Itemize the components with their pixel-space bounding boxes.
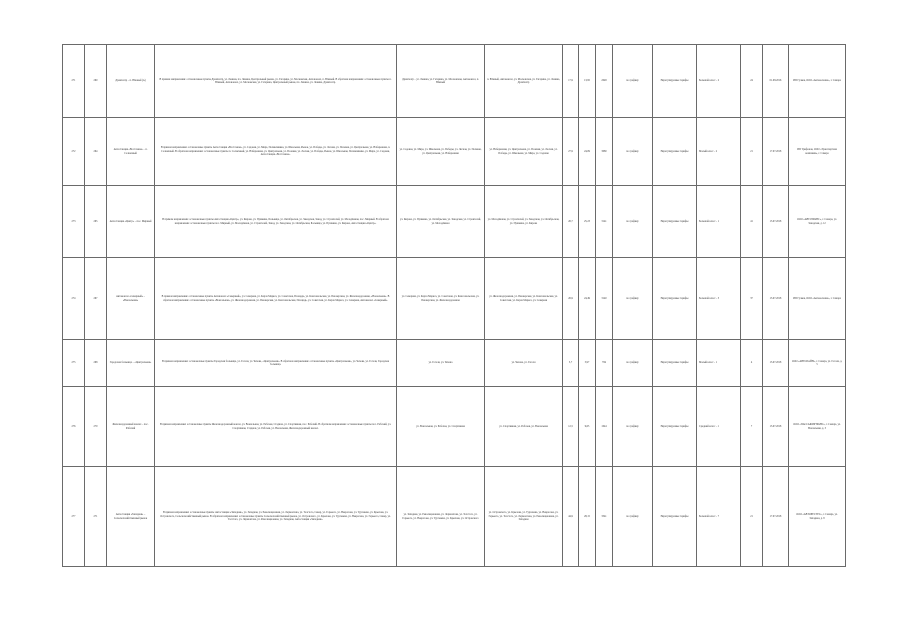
- table-row: [63, 258, 846, 340]
- route-id: 271: [85, 467, 107, 567]
- route-id: 260: [85, 45, 107, 118]
- vehicle-count: 7: [741, 387, 763, 467]
- row-number: 277: [63, 467, 85, 567]
- start-date: 13.07.2018: [763, 258, 789, 340]
- vehicle-count: 41: [741, 186, 763, 258]
- vehicle-class: Малый класс - 1: [697, 340, 741, 387]
- route-name: Драмтеатр – п. Южный (А): [107, 45, 155, 118]
- vehicle-count: 37: [741, 258, 763, 340]
- carrier-info: ООО «ПАССАЖИРТРАНС», г. Самара, ул. Вокзальная, д. 3: [789, 387, 846, 467]
- tariff-type: Нерегулируемые тарифы: [653, 118, 697, 186]
- row-number: 274: [63, 258, 85, 340]
- route-name: Автостанция «Центр» – пос. Мирный: [107, 186, 155, 258]
- forward-streets: ул. Кирова, ул. Пушкина, ул. Октябрьская, ул. Заводская, ул. Строителей, ул. Молодёжная: [397, 186, 485, 258]
- backward-streets: ул. Островского, ул. Крылова, ул. Тургенева, ул. Некрасова, ул. Горького, ул. Толстого, ул. Лермонтова, ул. Революционная, ул. Западная: [485, 467, 563, 567]
- carrier-info: ИП Гуляев, ООО «Автоколонна», г. Самара: [789, 258, 846, 340]
- table-row: [63, 387, 846, 467]
- row-number: 271: [63, 45, 85, 118]
- table-row: [63, 340, 846, 387]
- length-value: 5,7: [563, 340, 579, 387]
- route-description: В прямом направлении: остановочные пункты Драмтеатр, ул. Ленина, пл. Ленина, Центральный рынок, ул. Гагарина, ул. Московская, Автовокзал, п. Южный. В обратном направлении: остановочные пункты п. Южный, Автовокзал, ул. Московская, ул. Гагарина, Центральный рынок, пл. Ленина, ул. Ленина, Драмтеатр.: [155, 45, 397, 118]
- vehicle-count: 4: [741, 340, 763, 387]
- duration-value: 28,15: [579, 467, 596, 567]
- route-name: Автостанция «Восточная» – п. Солнечный: [107, 118, 155, 186]
- vehicle-count: 21: [741, 467, 763, 567]
- row-number: 275: [63, 340, 85, 387]
- duration-value: 24,09: [579, 118, 596, 186]
- route-name: Автовокзал «Северный» – «Вокзальная»: [107, 258, 155, 340]
- row-number: 276: [63, 387, 85, 467]
- row-number: 273: [63, 186, 85, 258]
- stops-value: 784: [596, 340, 613, 387]
- duration-value: 24,49: [579, 258, 596, 340]
- route-id: 270: [85, 387, 107, 467]
- table-row: [63, 45, 846, 118]
- tariff-type: Нерегулируемые тарифы: [653, 387, 697, 467]
- start-date: 13.07.2018: [763, 340, 789, 387]
- stops-value: 3541: [596, 467, 613, 567]
- tariff-type: Нерегулируемые тарифы: [653, 186, 697, 258]
- carrier-info: ИП Гуляев, ООО «Автоколонна», г. Самара: [789, 45, 846, 118]
- carrier-info: ИП Трифонов, ООО «Транспортная компания», г. Самара: [789, 118, 846, 186]
- forward-streets: Драмтеатр – ул. Ленина, ул. Гагарина, ул. Московская, Автовокзал, п. Южный: [397, 45, 485, 118]
- backward-streets: ул. Железнодорожная, ул. Пионерская, ул. Комсомольская, ул. Советская, ул. Карла Маркса, ул. Северная: [485, 258, 563, 340]
- route-description: В прямом направлении: остановочные пункты Автовокзал «Северный», ул. Северная, ул. Карла Маркса, ул. Советская, Площадь, ул. Комсомольская, ул. Пионерская, ул. Железнодорожная, «Вокзальная». В обратном направлении: остановочные пункты «Вокзальная», ул. Железнодорожная, ул. Пионерская, ул. Комсомольская, Площадь, ул. Советская, ул. Карла Маркса, ул. Северная, Автовокзал «Северный».: [155, 258, 397, 340]
- length-value: 26,9: [563, 258, 579, 340]
- route-name: Автостанция «Западная» – Сельскохозяйственный рынок: [107, 467, 155, 567]
- length-value: 26,7: [563, 186, 579, 258]
- length-value: 17,9: [563, 45, 579, 118]
- schedule-type: по графику: [613, 45, 653, 118]
- length-value: 12,5: [563, 387, 579, 467]
- backward-streets: ул. Чехова, ул. Гоголя: [485, 340, 563, 387]
- stops-value: 3140: [596, 258, 613, 340]
- route-id: 265: [85, 186, 107, 258]
- route-id: 267: [85, 258, 107, 340]
- route-description: В прямом направлении: остановочные пункты Железнодорожный вокзал, ул. Вокзальная, ул. Рабочая, Стадион, ул. Спортивная, пос. Рабочий. В обратном направлении: остановочные пункты пос. Рабочий, ул. Спортивная, Стадион, ул. Рабочая, ул. Вокзальная, Железнодорожный вокзал.: [155, 387, 397, 467]
- row-number: 272: [63, 118, 85, 186]
- vehicle-count: 21: [741, 118, 763, 186]
- length-value: 44,9: [563, 467, 579, 567]
- schedule-type: по графику: [613, 258, 653, 340]
- start-date: 13.07.2018: [763, 387, 789, 467]
- table-row: [63, 467, 846, 567]
- vehicle-class: Большой класс - 3: [697, 258, 741, 340]
- duration-value: 25,23: [579, 186, 596, 258]
- start-date: 17.07.2018: [763, 118, 789, 186]
- stops-value: 2048: [596, 45, 613, 118]
- vehicle-class: Малый класс - 2: [697, 118, 741, 186]
- forward-streets: ул. Западная, ул. Революционная, ул. Лермонтова, ул. Толстого, ул. Горького, ул. Некрасова, ул. Тургенева, ул. Крылова, ул. Островского: [397, 467, 485, 567]
- duration-value: 5,97: [579, 340, 596, 387]
- schedule-type: по графику: [613, 186, 653, 258]
- carrier-info: ООО «АВТОТРАНС», г. Самара, ул. Заводская, д. 12: [789, 186, 846, 258]
- duration-value: 13,95: [579, 45, 596, 118]
- stops-value: 3080: [596, 118, 613, 186]
- vehicle-count: 24: [741, 45, 763, 118]
- route-id: 264: [85, 118, 107, 186]
- vehicle-class: Большой класс - 2: [697, 45, 741, 118]
- start-date: 01.08.2016: [763, 45, 789, 118]
- stops-value: 1044: [596, 387, 613, 467]
- length-value: 27,9: [563, 118, 579, 186]
- carrier-info: ООО «АВТОЛАЙН», г. Самара, ул. Гоголя, д. 5: [789, 340, 846, 387]
- route-description: В прямом направлении: остановочные пункты Автостанция «Центр», ул. Кирова, ул. Пушкина, Больница, ул. Октябрьская, ул. Заводская, Завод, ул. Строителей, ул. Молодёжная, пос. Мирный. В обратном направлении: остановочные пункты пос. Мирный, ул. Молодёжная, ул. Строителей, Завод, ул. Заводская, ул. Октябрьская, Больница, ул. Пушкина, ул. Кирова, Автостанция «Центр».: [155, 186, 397, 258]
- schedule-type: по графику: [613, 340, 653, 387]
- vehicle-class: Большой класс - 7: [697, 467, 741, 567]
- duration-value: 9,65: [579, 387, 596, 467]
- route-description: В прямом направлении: остановочные пункты Городская больница, ул. Гоголя, ул. Чехова, «Центральная». В обратном направлении: остановочные пункты «Центральная», ул. Чехова, ул. Гоголя, Городская больница.: [155, 340, 397, 387]
- tariff-type: Нерегулируемые тарифы: [653, 45, 697, 118]
- tariff-type: Нерегулируемые тарифы: [653, 467, 697, 567]
- tariff-type: Нерегулируемые тарифы: [653, 340, 697, 387]
- schedule-type: по графику: [613, 467, 653, 567]
- carrier-info: ООО «АВТОРЕСУРС», г. Самара, ул. Западная, д. 8: [789, 467, 846, 567]
- forward-streets: ул. Вокзальная, ул. Рабочая, ул. Спортивная: [397, 387, 485, 467]
- forward-streets: ул. Северная, ул. Карла Маркса, ул. Советская, ул. Комсомольская, ул. Пионерская, ул. Железнодорожная: [397, 258, 485, 340]
- route-description: В прямом направлении: остановочные пункты Автостанция «Восточная», ул. Садовая, ул. Мира, Поликлиника, ул. Школьная, Рынок, ул. Победы, ул. Лесная, ул. Полевая, ул. Центральная, ул. Набережная, п. Солнечный. В обратном направлении: остановочные пункты п. Солнечный, ул. Набережная, ул. Центральная, ул. Полевая, ул. Лесная, ул. Победы, Рынок, ул. Школьная, Поликлиника, ул. Мира, ул. Садовая, Автостанция «Восточная».: [155, 118, 397, 186]
- schedule-type: по графику: [613, 387, 653, 467]
- forward-streets: ул. Гоголя, ул. Чехова: [397, 340, 485, 387]
- vehicle-class: Средний класс - 1: [697, 387, 741, 467]
- route-name: Железнодорожный вокзал – пос. Рабочий: [107, 387, 155, 467]
- forward-streets: ул. Садовая, ул. Мира, ул. Школьная, ул. Победы, ул. Лесная, ул. Полевая, ул. Центральная, ул. Набережная: [397, 118, 485, 186]
- table-row: [63, 186, 846, 258]
- route-id: 268: [85, 340, 107, 387]
- table-row: [63, 118, 846, 186]
- start-date: 17.07.2018: [763, 467, 789, 567]
- route-description: В прямом направлении: остановочные пункты Автостанция «Западная», ул. Западная, ул. Революционная, ул. Лермонтова, ул. Толстого, Сквер, ул. Горького, ул. Некрасова, ул. Тургенева, ул. Крылова, ул. Островского, Сельскохозяйственный рынок. В обратном направлении: остановочные пункты Сельскохозяйственный рынок, ул. Островского, ул. Крылова, ул. Тургенева, ул. Некрасова, ул. Горького, Сквер, ул. Толстого, ул. Лермонтова, ул. Революционная, ул. Западная, Автостанция «Западная».: [155, 467, 397, 567]
- backward-streets: ул. Набережная, ул. Центральная, ул. Полевая, ул. Лесная, ул. Победы, ул. Школьная, ул. Мира, ул. Садовая: [485, 118, 563, 186]
- tariff-type: Нерегулируемые тарифы: [653, 258, 697, 340]
- schedule-type: по графику: [613, 118, 653, 186]
- vehicle-class: Большой класс - 1: [697, 186, 741, 258]
- stops-value: 3141: [596, 186, 613, 258]
- backward-streets: ул. Молодёжная, ул. Строителей, ул. Заводская, ул. Октябрьская, ул. Пушкина, ул. Кирова: [485, 186, 563, 258]
- routes-table: [62, 44, 846, 567]
- backward-streets: ул. Спортивная, ул. Рабочая, ул. Вокзальная: [485, 387, 563, 467]
- backward-streets: п. Южный, Автовокзал, ул. Московская, ул. Гагарина, ул. Ленина, Драмтеатр: [485, 45, 563, 118]
- route-name: Городская больница – «Центральная»: [107, 340, 155, 387]
- start-date: 13.07.2018: [763, 186, 789, 258]
